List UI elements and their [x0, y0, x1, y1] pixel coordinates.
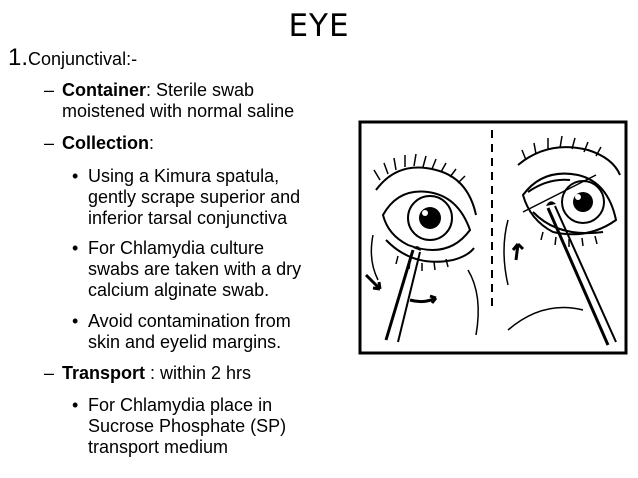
container-line-2: moistened with normal saline	[62, 101, 295, 121]
section-heading	[8, 44, 137, 72]
bullet-4-line-2: Sucrose Phosphate (SP)	[88, 416, 287, 436]
bullet-dot: •	[72, 311, 79, 331]
bullet-4-line-1: For Chlamydia place in	[88, 395, 273, 415]
bullet-dot: •	[72, 395, 79, 415]
collection-line	[62, 133, 154, 154]
right-eye-drawing	[504, 136, 620, 345]
dash-container: –	[44, 80, 55, 100]
bullet-1-line-2: gently scrape superior and	[88, 187, 301, 207]
bullet-2-line-3: calcium alginate swab.	[88, 280, 270, 300]
transport-line	[62, 363, 251, 384]
collection-text: :	[149, 133, 155, 153]
bullet-dot: •	[72, 166, 79, 186]
transport-text: : within 2 hrs	[145, 363, 252, 383]
bullet-3-line-1: Avoid contamination from	[88, 311, 291, 331]
left-eye-drawing	[366, 154, 478, 342]
bullet-1-line-3: inferior tarsal conjunctiva	[88, 208, 288, 228]
bullet-2-line-1: For Chlamydia culture	[88, 238, 265, 258]
section-heading-text: Conjunctival:-	[28, 49, 138, 69]
slide-title: EYE	[288, 8, 350, 44]
bullet-3-line-2: skin and eyelid margins.	[88, 332, 282, 352]
bullet-dot: •	[72, 238, 79, 258]
bullet-1-line-1: Using a Kimura spatula,	[88, 166, 280, 186]
container-text: : Sterile swab	[146, 80, 255, 100]
container-line	[62, 80, 254, 101]
bullet-4-line-3: transport medium	[88, 437, 229, 457]
container-label: Container	[62, 80, 147, 100]
collection-label: Collection	[62, 133, 150, 153]
transport-label: Transport	[62, 363, 146, 383]
bullet-2-line-2: swabs are taken with a dry	[88, 259, 302, 279]
section-number: 1.	[8, 44, 29, 71]
eye-swab-illustration	[358, 120, 628, 355]
dash-collection: –	[44, 133, 55, 153]
dash-transport: –	[44, 363, 55, 383]
